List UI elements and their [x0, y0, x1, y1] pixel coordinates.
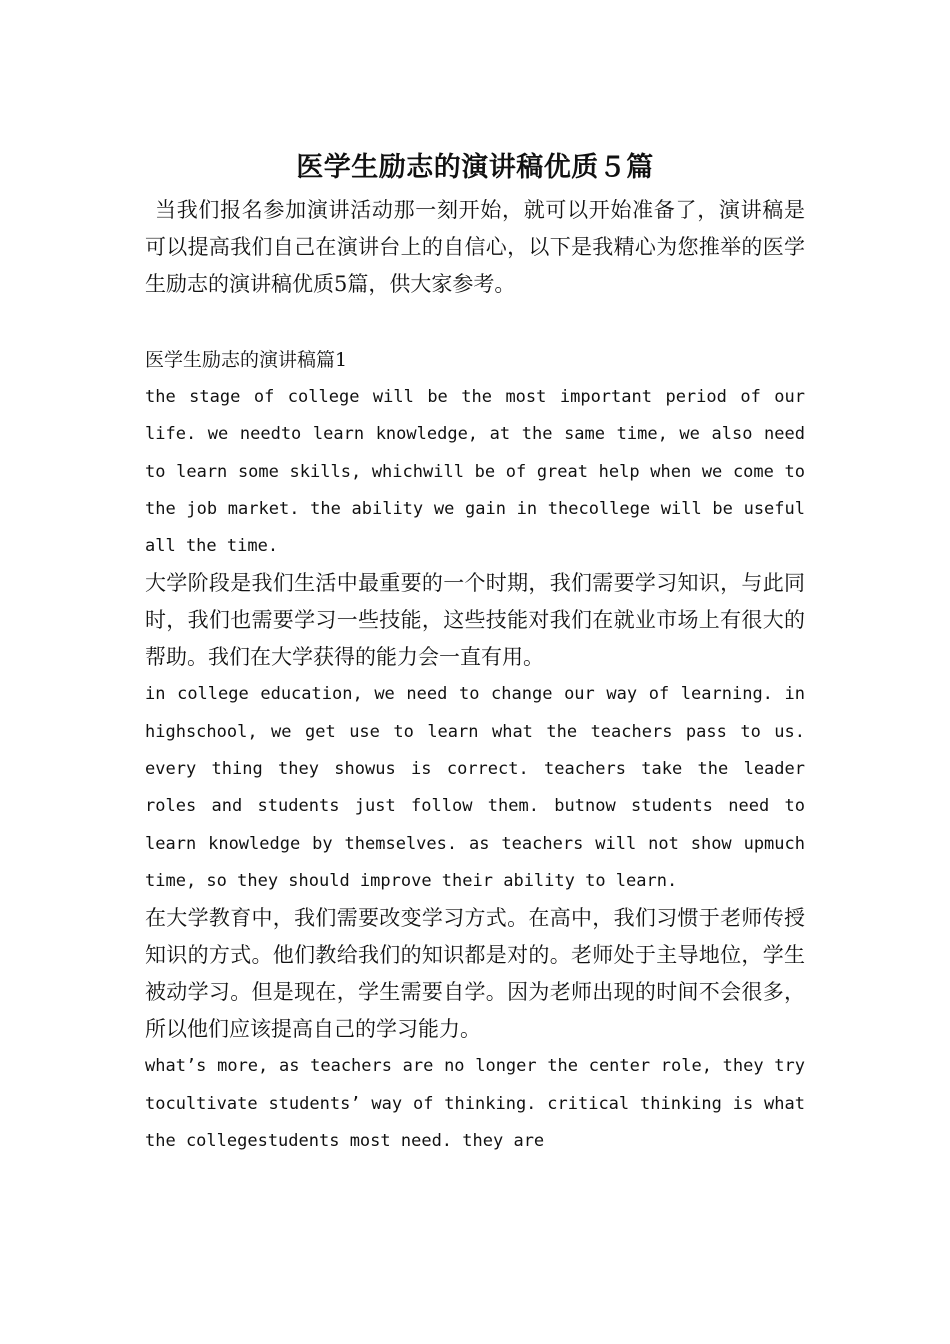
chinese-paragraph-1: 大学阶段是我们生活中最重要的一个时期，我们需要学习知识，与此同时，我们也需要学习一些技能，这些技能对我们在就业市场上有很大的帮助。我们在大学获得的能力会一直有用。 [145, 571, 805, 670]
english-paragraph-2: in college education, we need to change our way of learning. in highschool, we get use to learn what the teachers pass to us. every thing they showus is correct. teachers take the leader roles and students just follow them. butnow students need to learn knowledge by themselves. as teachers will not show upmuch time, so they should improve their ability to learn. [145, 684, 805, 891]
chinese-paragraph-2: 在大学教育中，我们需要改变学习方式。在高中，我们习惯于老师传授知识的方式。他们教给我们的知识都是对的。老师处于主导地位，学生被动学习。但是现在，学生需要自学。因为老师出现的时间不会很多，所以他们应该提高自己的学习能力。 [145, 906, 805, 1042]
section-heading: 医学生励志的演讲稿篇1 [145, 349, 348, 371]
english-paragraph-3: what’s more, as teachers are no longer the center role, they try tocultivate students’ way of thinking. critical thinking is what the collegestudents most need. they are [145, 1056, 805, 1151]
intro-paragraph: 当我们报名参加演讲活动那一刻开始，就可以开始准备了，演讲稿是可以提高我们自己在演讲台上的自信心，以下是我精心为您推举的医学生励志的演讲稿优质5篇，供大家参考。 [145, 198, 805, 296]
document-title: 医学生励志的演讲稿优质５篇 [296, 152, 654, 184]
english-paragraph-1: the stage of college will be the most important period of our life. we needto learn knowledge, at the same time, we also need to learn some skills, whichwill be of great help when we come to the job market. the ability we gain in thecollege will be useful all the time. [145, 387, 805, 557]
document-body [145, 192, 805, 1160]
